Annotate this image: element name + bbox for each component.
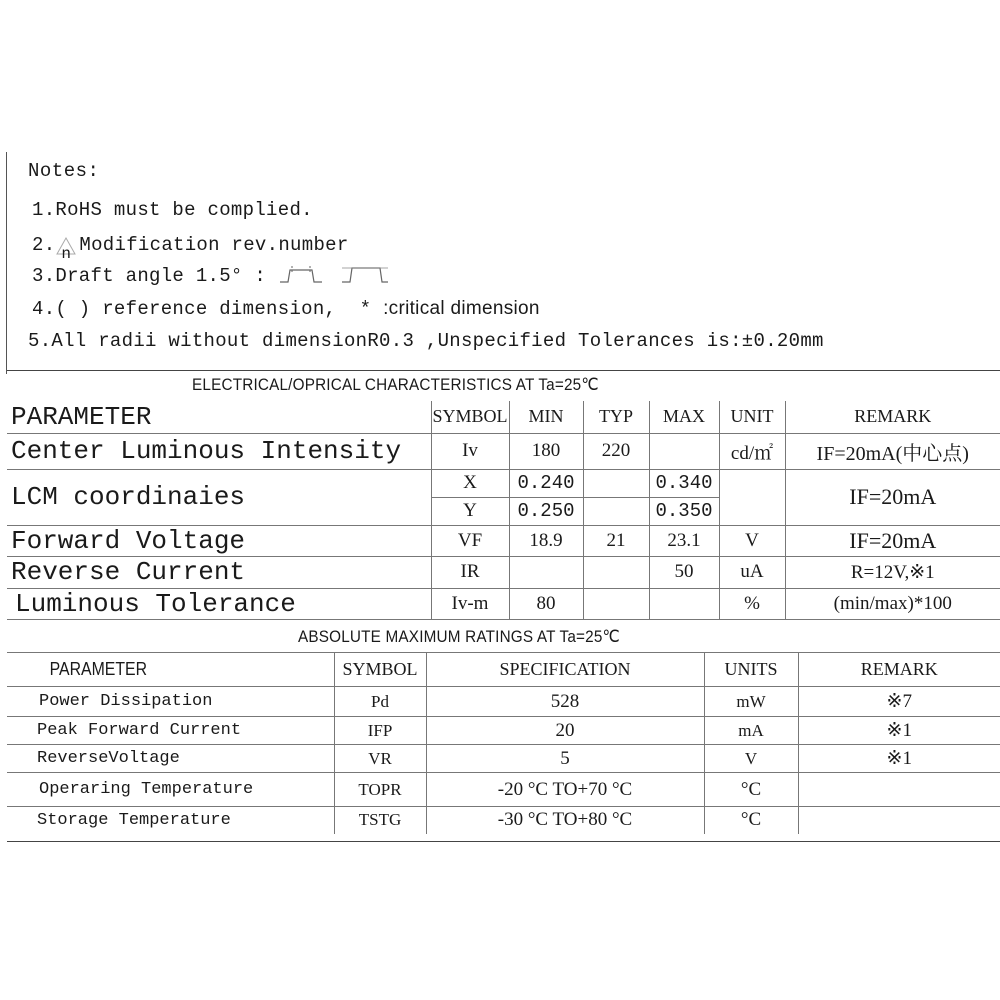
note-3: 3.Draft angle 1.5° : [32, 265, 267, 287]
note-2-label: Modification rev.number [79, 234, 349, 256]
note-4 [32, 298, 540, 320]
header-remark: REMARK [798, 653, 1000, 687]
header-specification: SPECIFICATION [426, 653, 704, 687]
absolute-header-row [7, 653, 1000, 687]
header-units: UNITS [704, 653, 798, 687]
remark-value: ※1 [798, 745, 1000, 773]
header-typ: TYP [583, 401, 649, 433]
param-lcm-coordinates: LCM coordinaies [7, 469, 431, 525]
left-border-line [6, 152, 7, 374]
typ-value [583, 469, 649, 497]
table-row [7, 687, 1000, 717]
symbol-ifp: IFP [334, 717, 426, 745]
symbol-iv: Iv [431, 433, 509, 469]
table-row [7, 469, 1000, 497]
units-value: mW [704, 687, 798, 717]
table-row [7, 773, 1000, 807]
symbol-tstg: TSTG [334, 807, 426, 834]
symbol-y: Y [431, 497, 509, 525]
header-min: MIN [509, 401, 583, 433]
min-value: 0.240 [509, 469, 583, 497]
symbol-x: X [431, 469, 509, 497]
critical-asterisk: * [359, 298, 372, 320]
electrical-title: ELECTRICAL/OPRICAL CHARACTERISTICS AT Ta=25℃ [192, 375, 599, 394]
typ-value: 21 [583, 525, 649, 556]
remark-value: ※7 [798, 687, 1000, 717]
typ-value [583, 497, 649, 525]
typ-value: 220 [583, 433, 649, 469]
absolute-ratings-table [7, 652, 1000, 834]
units-value: °C [704, 773, 798, 807]
spec-value: -20 °C TO+70 °C [426, 773, 704, 807]
symbol-vf: VF [431, 525, 509, 556]
spec-value: 5 [426, 745, 704, 773]
table-row [7, 717, 1000, 745]
param-peak-forward-current: Peak Forward Current [7, 717, 334, 745]
spec-value: -30 °C TO+80 °C [426, 807, 704, 834]
note-2 [32, 234, 349, 263]
electrical-header-row [7, 401, 1000, 433]
note-4-c: :critical dimension [383, 298, 540, 319]
units-value: V [704, 745, 798, 773]
table-row [7, 745, 1000, 773]
header-symbol: SYMBOL [334, 653, 426, 687]
header-max: MAX [649, 401, 719, 433]
param-operating-temperature: Operaring Temperature [7, 773, 334, 807]
notes-title: Notes: [28, 160, 100, 182]
remark-value: ※1 [798, 717, 1000, 745]
symbol-pd: Pd [334, 687, 426, 717]
remark-value: IF=20mA [785, 469, 1000, 525]
header-parameter [7, 653, 334, 687]
absolute-title: ABSOLUTE MAXIMUM RATINGS AT Ta=25℃ [298, 627, 620, 646]
revision-n-label: n [61, 245, 72, 263]
unit-value: uA [719, 556, 785, 588]
max-value: 0.340 [649, 469, 719, 497]
remark-value: IF=20mA(中心点) [785, 433, 1000, 469]
spec-value: 20 [426, 717, 704, 745]
header-parameter-label: PARAMETER [49, 659, 148, 679]
remark-value [798, 773, 1000, 807]
electrical-table [7, 401, 1000, 620]
table-row [7, 588, 1000, 619]
unit-value: cd/㎡ [719, 433, 785, 469]
header-symbol: SYMBOL [431, 401, 509, 433]
remark-value: (min/max)*100 [785, 588, 1000, 619]
param-reverse-voltage: ReverseVoltage [7, 745, 334, 773]
header-unit: UNIT [719, 401, 785, 433]
symbol-vr: VR [334, 745, 426, 773]
typ-value [583, 588, 649, 619]
min-value: 80 [509, 588, 583, 619]
remark-value: R=12V,※1 [785, 556, 1000, 588]
max-value [649, 588, 719, 619]
param-reverse-current: Reverse Current [7, 556, 431, 588]
table-row [7, 433, 1000, 469]
units-value: mA [704, 717, 798, 745]
note-5: 5.All radii without dimensionR0.3 ,Unspecified Tolerances is:±0.20mm [28, 330, 824, 352]
max-value: 50 [649, 556, 719, 588]
param-power-dissipation: Power Dissipation [7, 687, 334, 717]
table-row [7, 556, 1000, 588]
max-value [649, 433, 719, 469]
header-remark: REMARK [785, 401, 1000, 433]
unit-value: % [719, 588, 785, 619]
min-value [509, 556, 583, 588]
remark-value [798, 807, 1000, 834]
min-value: 0.250 [509, 497, 583, 525]
units-value: °C [704, 807, 798, 834]
table-row [7, 807, 1000, 834]
remark-value: IF=20mA [785, 525, 1000, 556]
symbol-ir: IR [431, 556, 509, 588]
unit-value: V [719, 525, 785, 556]
draft-angle-icon [278, 264, 388, 286]
table-row [7, 525, 1000, 556]
param-center-luminous: Center Luminous Intensity [7, 433, 431, 469]
header-parameter: PARAMETER [7, 401, 431, 433]
note-1: 1.RoHS must be complied. [32, 199, 313, 221]
symbol-iv-m: Iv-m [431, 588, 509, 619]
typ-value [583, 556, 649, 588]
max-value: 23.1 [649, 525, 719, 556]
min-value: 18.9 [509, 525, 583, 556]
symbol-topr: TOPR [334, 773, 426, 807]
min-value: 180 [509, 433, 583, 469]
unit-value [719, 469, 785, 525]
param-forward-voltage: Forward Voltage [7, 525, 431, 556]
note-2-prefix: 2. [32, 234, 56, 256]
max-value: 0.350 [649, 497, 719, 525]
spec-value: 528 [426, 687, 704, 717]
param-luminous-tolerance: Luminous Tolerance [7, 588, 431, 619]
param-storage-temperature: Storage Temperature [7, 807, 334, 834]
note-4-a: 4.( ) reference dimension, [32, 298, 337, 320]
